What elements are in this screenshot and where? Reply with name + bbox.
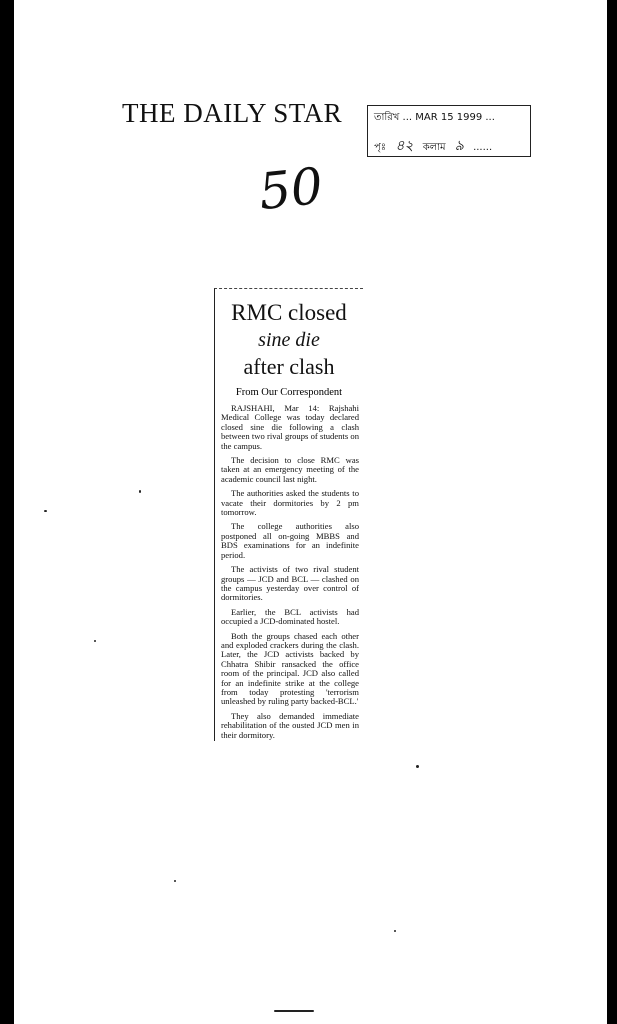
article-paragraph: The authorities asked the students to vacate their dormitories by 2 pm tomorrow. bbox=[221, 488, 359, 518]
article-clipping bbox=[214, 288, 363, 741]
article-paragraph: The college authorities also postponed all on-going MBBS and BDS examinations for an indefinite period. bbox=[221, 521, 359, 560]
article-paragraph: Both the groups chased each other and exploded crackers during the clash. Later, the JCD activists backed by Chhatra Shibir ransacked the office room of the principal. JCD also called for an indefinite strike at the college from today protesting 'terrorism unleashed by ruling party backed-BCL.' bbox=[221, 630, 359, 707]
handwritten-number: 50 bbox=[256, 156, 326, 222]
article-paragraph: They also demanded immediate rehabilitation of the ousted JCD men in their dormitory. bbox=[221, 710, 359, 740]
scan-speck bbox=[174, 880, 176, 882]
stamp-page-value: ৪২ bbox=[395, 138, 414, 154]
headline-line-2: sine die bbox=[258, 329, 320, 351]
scan-speck bbox=[44, 510, 47, 512]
headline-line-1: RMC closed bbox=[231, 300, 347, 325]
stamp-page-label: পৃঃ bbox=[374, 142, 387, 153]
stamp-column-label: কলাম bbox=[422, 142, 446, 153]
article-body bbox=[215, 404, 363, 740]
stamp-date-row bbox=[374, 110, 495, 127]
article-paragraph: Earlier, the BCL activists had occupied a JCD-dominated hostel. bbox=[221, 606, 359, 627]
article-paragraph: The activists of two rival student groups — JCD and BCL — clashed on the campus yesterday over control of dormitories. bbox=[221, 564, 359, 603]
article-byline: From Our Correspondent bbox=[235, 387, 343, 398]
scan-speck bbox=[94, 640, 96, 642]
stamp-date-value: MAR 15 1999 bbox=[415, 112, 483, 123]
scan-speck bbox=[274, 1010, 314, 1012]
article-paragraph: The decision to close RMC was taken at an emergency meeting of the academic council last night. bbox=[221, 455, 359, 484]
stamp-page-row bbox=[374, 134, 492, 158]
scan-speck bbox=[416, 765, 419, 768]
scanned-page bbox=[14, 0, 607, 1024]
headline-line-3: after clash bbox=[243, 354, 335, 379]
stamp-column-trail: ...... bbox=[473, 142, 493, 153]
article-paragraph: RAJSHAHI, Mar 14: Rajshahi Medical College was today declared closed sine die following a clash between two rival groups of students on the campus. bbox=[221, 403, 359, 451]
stamp-column-value: ৯ bbox=[454, 138, 464, 154]
clipping-stamp bbox=[367, 105, 531, 157]
stamp-date-trail: ... bbox=[485, 112, 495, 123]
newspaper-masthead: THE DAILY STAR bbox=[122, 98, 343, 128]
article-headline bbox=[215, 299, 363, 381]
scan-speck bbox=[394, 930, 396, 932]
scan-speck bbox=[139, 490, 141, 493]
stamp-date-label: তারিখ ... bbox=[374, 112, 413, 123]
